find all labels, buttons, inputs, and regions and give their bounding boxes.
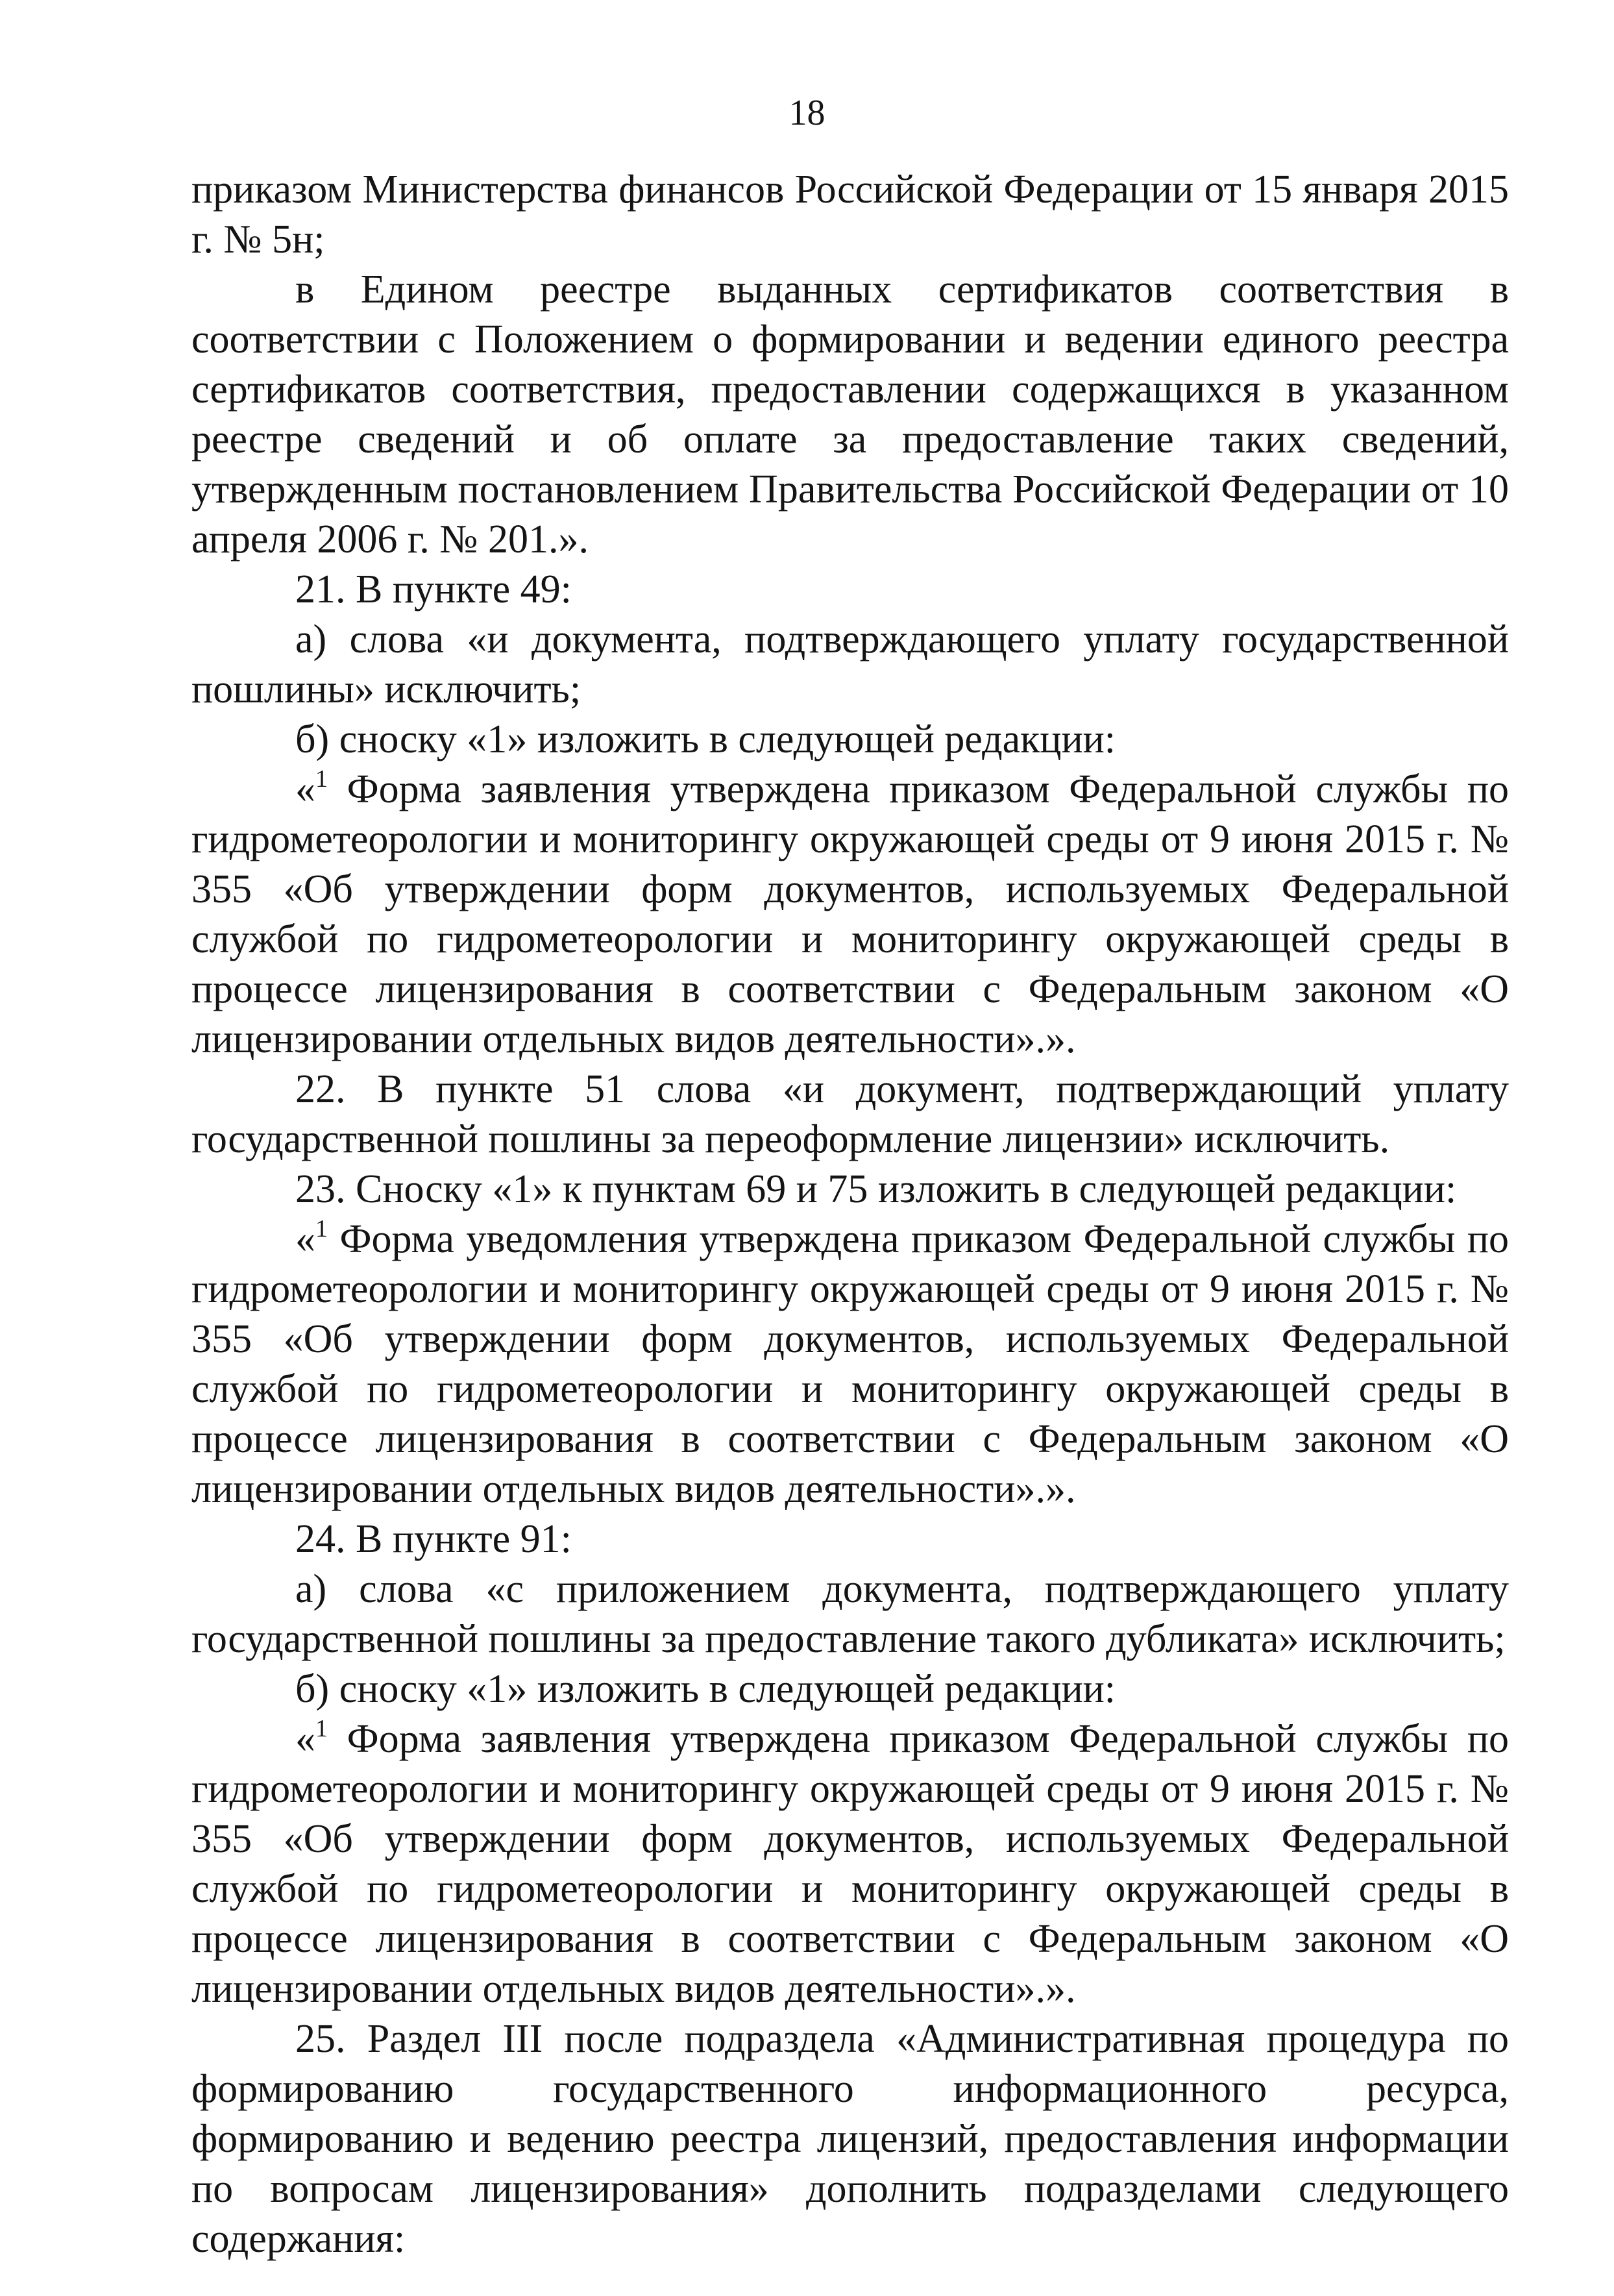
paragraph-item-24-a: а) слова «с приложением документа, подтверждающего уплату государственной пошлины за предоставление такого дубликата» исключить; [191,1567,1509,1661]
footnote-marker: 1 [315,1715,328,1742]
paragraph-item-21-a: а) слова «и документа, подтверждающего уплату государственной пошлины» исключить; [191,617,1509,711]
footnote-marker: 1 [315,1215,328,1242]
paragraph-item-25: 25. Раздел III после подраздела «Административная процедура по формированию государственного информационного ресурса, формированию и ведению реестра лицензий, предоставления информации по вопросам лицензирования» дополнить подразделами следующего содержания: [191,2017,1509,2261]
footnote-text-application-form-duplicate [191,1714,1509,2014]
open-quote: « [295,1717,315,1761]
footnote-body: Форма заявления утверждена приказом Федеральной службы по гидрометеорологии и мониторингу окружающей среды от 9 июня 2015 г. № 355 «Об утверждении форм документов, используемых Федеральной службой по гидрометеорологии и мониторингу окружающей среды в процессе лицензирования в соответствии с Федеральным законом «О лицензировании отдельных видов деятельности».». [191,1717,1509,2011]
paragraph-order-continuation: приказом Министерства финансов Российской Федерации от 15 января 2015 г. № 5н; [191,167,1509,262]
open-quote: « [295,1217,315,1261]
footnote-text-notification-form [191,1215,1509,1514]
page-number: 18 [789,93,825,133]
footnote-body: Форма уведомления утверждена приказом Федеральной службы по гидрометеорологии и мониторингу окружающей среды от 9 июня 2015 г. № 355 «Об утверждении форм документов, используемых Федеральной службой по гидрометеорологии и мониторингу окружающей среды в процессе лицензирования в соответствии с Федеральным законом «О лицензировании отдельных видов деятельности».». [191,1217,1509,1511]
open-quote: « [295,767,315,811]
footnote-text-application-form [191,765,1509,1065]
paragraph-item-21: 21. В пункте 49: [295,567,572,611]
footnote-marker: 1 [315,765,328,793]
paragraph-item-24: 24. В пункте 91: [295,1517,572,1561]
paragraph-certificates-registry: в Едином реестре выданных сертификатов соответствия в соответствии с Положением о формировании и ведении единого реестра сертификатов соответствия, предоставлении содержащихся в указанном реестре сведений и об оплате за предоставление таких сведений, утвержденным постановлением Правительства Российской Федерации от 10 апреля 2006 г. № 201.». [191,267,1509,562]
footnote-body: Форма заявления утверждена приказом Федеральной службы по гидрометеорологии и мониторингу окружающей среды от 9 июня 2015 г. № 355 «Об утверждении форм документов, используемых Федеральной службой по гидрометеорологии и мониторингу окружающей среды в процессе лицензирования в соответствии с Федеральным законом «О лицензировании отдельных видов деятельности».». [191,767,1509,1061]
paragraph-item-24-b: б) сноску «1» изложить в следующей редакции: [295,1667,1116,1711]
document-body [191,165,1509,2264]
paragraph-item-22: 22. В пункте 51 слова «и документ, подтверждающий уплату государственной пошлины за переоформление лицензии» исключить. [191,1067,1509,1161]
paragraph-item-23: 23. Сноску «1» к пунктам 69 и 75 изложить в следующей редакции: [295,1167,1457,1211]
paragraph-item-21-b: б) сноску «1» изложить в следующей редакции: [295,717,1116,761]
